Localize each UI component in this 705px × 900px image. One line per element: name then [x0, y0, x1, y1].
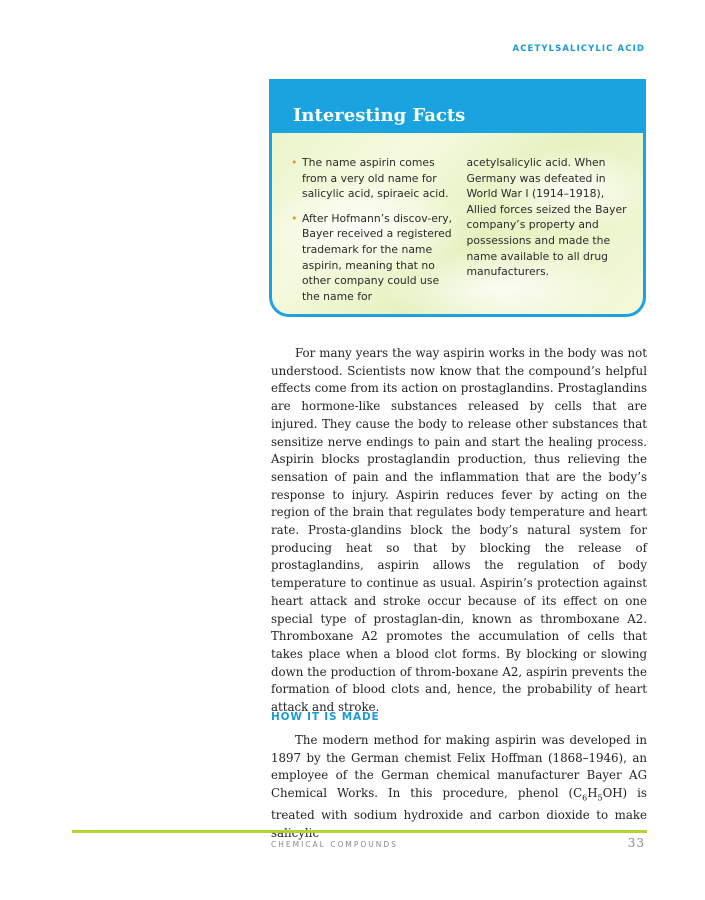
formula-element: H [587, 786, 598, 801]
facts-title: Interesting Facts [272, 79, 643, 133]
facts-item-text: The name aspirin comes from a very old name for salicylic acid, spiraeic acid. [302, 156, 449, 201]
facts-list-item [290, 155, 453, 202]
facts-list-item [290, 211, 453, 305]
interesting-facts-box [269, 79, 646, 317]
footer-rule [72, 830, 647, 833]
paragraph-text: For many years the way aspirin works in the body was not understood. Scientists now know that the compound’s helpful effects come from its action on prostaglandins. Prostaglandins are hormone-like substances released by cells that are injured. They cause the body to release other substances that sensitize nerve endings to pain and start the healing process. Aspirin blocks prostaglandin production, thus relieving the sensation of pain and the inflammation that are the body’s response to injury. Aspirin reduces fever by acting on the region of the brain that regulates body temperature and heart rate. Prosta-glandins block the body’s natural system for producing heat so that by blocking the release of prostaglandins, aspirin allows the regulation of body temperature to continue as usual. Aspirin’s protection against heart attack and stroke occur because of its effect on one special type of prostaglan-din, known as thromboxane A2. Thromboxane A2 promotes the accumulation of cells that takes place when a blood clot forms. By blocking or slowing down the production of throm-boxane A2, aspirin prevents the formation of blood clots and, hence, the probability of heart attack and stroke. [271, 346, 647, 715]
bullet-icon: • [291, 156, 298, 169]
body-paragraph-1 [271, 345, 647, 717]
bullet-icon: • [291, 211, 298, 225]
formula-subscript: 5 [597, 793, 603, 803]
facts-column-left [290, 155, 453, 313]
body-paragraph-2 [271, 732, 647, 843]
facts-list [290, 155, 453, 304]
facts-item-text: After Hofmann’s discov-ery, Bayer received a registered trademark for the name aspirin, meaning that no other company could use the name for [302, 211, 453, 303]
facts-columns [290, 155, 629, 313]
formula-subscript: 6 [582, 793, 588, 803]
footer-book-title: CHEMICAL COMPOUNDS [271, 840, 398, 849]
running-head: ACETYLSALICYLIC ACID [512, 44, 645, 54]
section-heading: HOW IT IS MADE [271, 711, 380, 723]
facts-column-right [467, 155, 630, 313]
facts-continuation-text: acetylsalicylic acid. When Germany was defeated in World War I (1914–1918), Allied forces seized the Bayer company’s property and possessions and made the name available to all drug manufacturers. [466, 156, 627, 279]
page-number: 33 [627, 836, 645, 850]
paragraph-text [271, 732, 647, 843]
paragraph-text-end: OH) is treated with sodium hydroxide and carbon dioxide to make [271, 786, 647, 823]
paragraph-text-start: The modern method for making aspirin was developed in 1897 by the German chemist Felix Hoffman (1868–1946), an employee of the German chemical manufacturer Bayer AG Chemical Works. In this procedure, phenol (C [271, 733, 647, 801]
